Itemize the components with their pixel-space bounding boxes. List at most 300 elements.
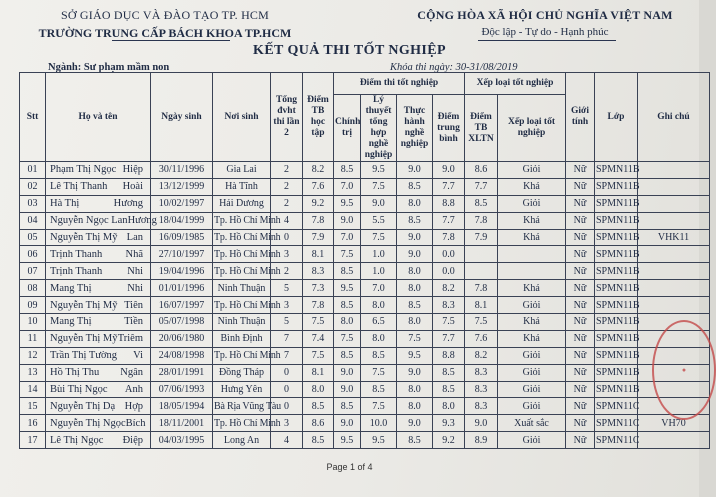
cell-units-retake: 4 <box>271 432 303 449</box>
cell-gender: Nữ <box>566 162 595 179</box>
cell-politics: 9.5 <box>334 195 361 212</box>
cell-dob: 16/09/1985 <box>151 229 213 246</box>
cell-politics: 8.5 <box>334 263 361 280</box>
table-row <box>20 297 710 314</box>
col-class: Lớp <box>595 73 638 162</box>
exam-date-label: Khóa thi ngày: 30-31/08/2019 <box>390 62 518 73</box>
given-name-text: Hương <box>127 215 157 227</box>
cell-stt: 16 <box>20 415 46 432</box>
cell-class: SPMN11C <box>595 398 638 415</box>
cell-units-retake: 5 <box>271 314 303 331</box>
cell-exam-avg: 9.3 <box>433 415 465 432</box>
cell-units-retake: 0 <box>271 398 303 415</box>
cell-practice: 8.5 <box>397 297 433 314</box>
cell-avg-xltn: 7.6 <box>465 330 498 347</box>
cell-avg-xltn: 8.9 <box>465 432 498 449</box>
cell-dob: 10/02/1997 <box>151 195 213 212</box>
cell-exam-avg: 8.8 <box>433 347 465 364</box>
cell-avg-xltn <box>465 246 498 263</box>
table-row <box>20 432 710 449</box>
cell-practice: 8.0 <box>397 195 433 212</box>
cell-gender: Nữ <box>566 297 595 314</box>
cell-name <box>46 263 151 280</box>
col-exam-avg: Điểm trung bình <box>433 95 465 162</box>
school-name: TRƯỜNG TRUNG CẤP BÁCH KHOA TP.HCM <box>38 26 292 40</box>
cell-exam-avg: 9.0 <box>433 162 465 179</box>
surname-text: Hồ Thị Thu <box>50 367 100 379</box>
cell-name <box>46 415 151 432</box>
cell-dob: 20/06/1980 <box>151 330 213 347</box>
cell-pob: Hưng Yên <box>213 381 271 398</box>
cell-dob: 18/04/1999 <box>151 212 213 229</box>
cell-avg-study: 8.1 <box>303 246 334 263</box>
cell-practice: 7.5 <box>397 330 433 347</box>
cell-rank: Giỏi <box>498 162 566 179</box>
cell-class: SPMN11C <box>595 432 638 449</box>
cell-rank <box>498 263 566 280</box>
surname-text: Nguyễn Thị Mỹ <box>50 299 118 311</box>
motto-underline <box>478 40 616 41</box>
cell-units-retake: 2 <box>271 263 303 280</box>
cell-gender: Nữ <box>566 178 595 195</box>
cell-units-retake: 3 <box>271 246 303 263</box>
cell-stt: 06 <box>20 246 46 263</box>
cell-rank: Khá <box>498 229 566 246</box>
col-theory: Lý thuyết tổng hợp nghề nghiệp <box>361 95 397 162</box>
issuer-block <box>0 8 330 41</box>
given-name-text: Hương <box>113 198 143 210</box>
cell-note <box>638 297 710 314</box>
cell-politics: 8.5 <box>334 398 361 415</box>
cell-note <box>638 263 710 280</box>
cell-pob: Ninh Thuận <box>213 314 271 331</box>
cell-note <box>638 178 710 195</box>
cell-practice: 8.5 <box>397 212 433 229</box>
cell-class: SPMN11B <box>595 314 638 331</box>
cell-avg-study: 8.0 <box>303 381 334 398</box>
cell-pob: Tp. Hồ Chí Minh <box>213 212 271 229</box>
cell-class: SPMN11B <box>595 212 638 229</box>
cell-class: SPMN11B <box>595 280 638 297</box>
col-pob: Nơi sinh <box>213 73 271 162</box>
cell-practice: 8.5 <box>397 432 433 449</box>
cell-exam-avg: 7.7 <box>433 212 465 229</box>
cell-units-retake: 0 <box>271 381 303 398</box>
table-row <box>20 364 710 381</box>
table-row <box>20 229 710 246</box>
cell-note <box>638 432 710 449</box>
cell-dob: 18/11/2001 <box>151 415 213 432</box>
col-name: Họ và tên <box>46 73 151 162</box>
cell-gender: Nữ <box>566 432 595 449</box>
cell-units-retake: 2 <box>271 195 303 212</box>
cell-practice: 8.0 <box>397 280 433 297</box>
cell-stt: 04 <box>20 212 46 229</box>
col-politics: Chính trị <box>334 95 361 162</box>
surname-text: Nguyễn Thị Ngọc <box>50 417 126 429</box>
cell-theory: 1.0 <box>361 246 397 263</box>
cell-avg-xltn: 8.1 <box>465 297 498 314</box>
cell-pob: Gia Lai <box>213 162 271 179</box>
cell-avg-study: 9.2 <box>303 195 334 212</box>
cell-rank: Giỏi <box>498 381 566 398</box>
cell-politics: 8.0 <box>334 314 361 331</box>
cell-units-retake: 5 <box>271 280 303 297</box>
cell-units-retake: 0 <box>271 229 303 246</box>
cell-stt: 03 <box>20 195 46 212</box>
cell-dob: 04/03/1995 <box>151 432 213 449</box>
cell-gender: Nữ <box>566 415 595 432</box>
national-motto-block <box>395 8 695 38</box>
cell-class: SPMN11B <box>595 330 638 347</box>
cell-name <box>46 330 151 347</box>
cell-dob: 24/08/1998 <box>151 347 213 364</box>
cell-dob: 19/04/1996 <box>151 263 213 280</box>
cell-note <box>638 246 710 263</box>
given-name-text: Điệp <box>122 434 143 446</box>
table-row <box>20 280 710 297</box>
cell-avg-xltn: 8.3 <box>465 398 498 415</box>
surname-text: Lê Thị Thanh <box>50 181 108 193</box>
cell-pob: Ninh Thuận <box>213 280 271 297</box>
surname-text: Trịnh Thanh <box>50 248 103 260</box>
cell-units-retake: 0 <box>271 364 303 381</box>
surname-text: Nguyễn Thị Mỹ <box>50 232 118 243</box>
cell-rank: Khá <box>498 330 566 347</box>
cell-class: SPMN11C <box>595 415 638 432</box>
cell-avg-xltn: 8.6 <box>465 162 498 179</box>
cell-avg-xltn: 7.7 <box>465 178 498 195</box>
cell-pob: Tp. Hồ Chí Minh <box>213 229 271 246</box>
cell-avg-study: 7.8 <box>303 212 334 229</box>
cell-avg-study: 7.3 <box>303 280 334 297</box>
cell-exam-avg: 7.5 <box>433 314 465 331</box>
cell-pob: Đồng Tháp <box>213 364 271 381</box>
col-avg-study: Điểm TB học tập <box>303 73 334 162</box>
surname-text: Nguyễn Thị Mỹ <box>50 333 118 345</box>
col-note: Ghi chú <box>638 73 710 162</box>
cell-theory: 1.0 <box>361 263 397 280</box>
cell-pob: Bình Định <box>213 330 271 347</box>
cell-practice: 9.0 <box>397 162 433 179</box>
cell-rank: Khá <box>498 280 566 297</box>
given-name-text: Hoài <box>122 181 143 193</box>
cell-practice: 9.0 <box>397 364 433 381</box>
surname-text: Trần Thị Tường <box>50 350 118 362</box>
table-row <box>20 212 710 229</box>
cell-politics: 8.5 <box>334 162 361 179</box>
cell-dob: 16/07/1997 <box>151 297 213 314</box>
cell-pob: Hà Tĩnh <box>213 178 271 195</box>
col-avg-xltn: Điểm TB XLTN <box>465 95 498 162</box>
cell-avg-xltn: 8.3 <box>465 364 498 381</box>
cell-exam-avg: 0.0 <box>433 246 465 263</box>
given-name-text: Lan <box>126 232 143 243</box>
cell-note: VH70 <box>638 415 710 432</box>
cell-politics: 9.0 <box>334 212 361 229</box>
cell-practice: 9.0 <box>397 415 433 432</box>
cell-practice: 8.0 <box>397 398 433 415</box>
cell-pob: Tp. Hồ Chí Minh <box>213 263 271 280</box>
cell-name <box>46 381 151 398</box>
col-rank: Xếp loại tốt nghiệp <box>498 95 566 162</box>
cell-gender: Nữ <box>566 330 595 347</box>
cell-stt: 01 <box>20 162 46 179</box>
cell-avg-xltn: 9.0 <box>465 415 498 432</box>
table-row <box>20 195 710 212</box>
cell-pob: Bà Rịa Vũng Tàu <box>213 398 271 415</box>
cell-politics: 9.5 <box>334 280 361 297</box>
cell-avg-xltn: 8.5 <box>465 195 498 212</box>
surname-text: Phạm Thị Ngọc <box>50 164 117 176</box>
cell-class: SPMN11B <box>595 246 638 263</box>
country-name: CỘNG HÒA XÃ HỘI CHỦ NGHĨA VIỆT NAM <box>417 8 673 22</box>
cell-class: SPMN11B <box>595 364 638 381</box>
given-name-text: Triêm <box>117 333 143 345</box>
surname-text: Bùi Thị Ngọc <box>50 384 108 396</box>
cell-stt: 17 <box>20 432 46 449</box>
cell-rank: Giỏi <box>498 364 566 381</box>
cell-name <box>46 195 151 212</box>
cell-units-retake: 3 <box>271 415 303 432</box>
cell-units-retake: 4 <box>271 212 303 229</box>
cell-politics: 9.0 <box>334 381 361 398</box>
surname-text: Trịnh Thanh <box>50 265 103 277</box>
surname-text: Nguyễn Thị Dạ <box>50 400 116 412</box>
cell-gender: Nữ <box>566 246 595 263</box>
cell-gender: Nữ <box>566 364 595 381</box>
cell-practice: 9.5 <box>397 347 433 364</box>
cell-dob: 05/07/1998 <box>151 314 213 331</box>
given-name-text: Bích <box>125 417 146 429</box>
cell-politics: 7.5 <box>334 330 361 347</box>
cell-theory: 9.0 <box>361 195 397 212</box>
cell-name <box>46 212 157 229</box>
cell-rank: Xuất sắc <box>498 415 566 432</box>
cell-class: SPMN11B <box>595 297 638 314</box>
cell-politics: 9.0 <box>334 415 361 432</box>
cell-name <box>46 347 151 364</box>
document-title: KẾT QUẢ THI TỐT NGHIỆP <box>253 43 446 58</box>
cell-avg-study: 8.6 <box>303 415 334 432</box>
cell-avg-study: 7.5 <box>303 314 334 331</box>
cell-practice: 9.0 <box>397 229 433 246</box>
cell-class: SPMN11B <box>595 178 638 195</box>
national-motto: Độc lập - Tự do - Hạnh phúc <box>481 26 609 38</box>
col-grade-group: Xếp loại tốt nghiệp <box>465 73 566 95</box>
cell-theory: 8.0 <box>361 330 397 347</box>
cell-politics: 7.5 <box>334 246 361 263</box>
results-table <box>19 72 710 449</box>
cell-stt: 09 <box>20 297 46 314</box>
cell-stt: 07 <box>20 263 46 280</box>
cell-theory: 6.5 <box>361 314 397 331</box>
cell-exam-avg: 8.5 <box>433 381 465 398</box>
cell-note: VHK11 <box>638 229 710 246</box>
major-label: Ngành: Sư phạm mầm non <box>48 62 170 73</box>
cell-avg-xltn: 7.8 <box>465 280 498 297</box>
cell-theory: 8.5 <box>361 381 397 398</box>
cell-politics: 8.5 <box>334 347 361 364</box>
cell-stt: 13 <box>20 364 46 381</box>
col-gender: Giới tính <box>566 73 595 162</box>
cell-dob: 01/01/1996 <box>151 280 213 297</box>
cell-units-retake: 7 <box>271 347 303 364</box>
cell-stt: 02 <box>20 178 46 195</box>
cell-units-retake: 2 <box>271 162 303 179</box>
table-row <box>20 314 710 331</box>
cell-exam-avg: 8.3 <box>433 297 465 314</box>
table-row <box>20 246 710 263</box>
given-name-text: Nhi <box>127 265 143 277</box>
cell-pob: Tp. Hồ Chí Minh <box>213 415 271 432</box>
cell-avg-xltn: 8.2 <box>465 347 498 364</box>
cell-politics: 7.0 <box>334 229 361 246</box>
surname-text: Hà Thị <box>50 198 80 210</box>
given-name-text: Anh <box>124 384 143 396</box>
cell-name <box>46 229 151 246</box>
col-units-retake: Tổng đvht thi lần 2 <box>271 73 303 162</box>
table-row <box>20 381 710 398</box>
cell-gender: Nữ <box>566 347 595 364</box>
cell-class: SPMN11B <box>595 195 638 212</box>
cell-avg-study: 8.1 <box>303 364 334 381</box>
cell-name <box>46 314 151 331</box>
cell-exam-avg: 7.7 <box>433 330 465 347</box>
cell-avg-xltn: 7.5 <box>465 314 498 331</box>
cell-avg-xltn <box>465 263 498 280</box>
cell-practice: 8.5 <box>397 178 433 195</box>
table-row <box>20 178 710 195</box>
cell-name <box>46 398 151 415</box>
given-name-text: Tiên <box>124 299 143 311</box>
col-dob: Ngày sinh <box>151 73 213 162</box>
cell-class: SPMN11B <box>595 229 638 246</box>
page-indicator: Page 1 of 4 <box>326 462 373 472</box>
cell-exam-avg: 8.0 <box>433 398 465 415</box>
cell-theory: 7.5 <box>361 229 397 246</box>
cell-avg-study: 7.8 <box>303 297 334 314</box>
cell-name <box>46 162 151 179</box>
cell-pob: Tp. Hồ Chí Minh <box>213 347 271 364</box>
given-name-text: Tiền <box>124 316 143 328</box>
cell-exam-avg: 0.0 <box>433 263 465 280</box>
cell-rank: Giỏi <box>498 195 566 212</box>
cell-pob: Hải Dương <box>213 195 271 212</box>
cell-stt: 15 <box>20 398 46 415</box>
cell-gender: Nữ <box>566 212 595 229</box>
given-name-text: Hợp <box>124 400 143 412</box>
cell-name <box>46 432 151 449</box>
cell-name <box>46 297 151 314</box>
cell-dob: 13/12/1999 <box>151 178 213 195</box>
cell-practice: 8.0 <box>397 381 433 398</box>
given-name-text: Ngân <box>120 367 143 379</box>
cell-theory: 7.0 <box>361 280 397 297</box>
cell-name <box>46 364 151 381</box>
cell-note <box>638 280 710 297</box>
school-seal-stamp: ● <box>652 320 716 420</box>
cell-theory: 8.5 <box>361 347 397 364</box>
cell-avg-study: 7.4 <box>303 330 334 347</box>
table-row <box>20 398 710 415</box>
cell-theory: 7.5 <box>361 398 397 415</box>
cell-theory: 5.5 <box>361 212 397 229</box>
cell-politics: 7.0 <box>334 178 361 195</box>
cell-rank <box>498 246 566 263</box>
cell-avg-study: 7.9 <box>303 229 334 246</box>
cell-theory: 8.0 <box>361 297 397 314</box>
results-body <box>20 162 710 449</box>
cell-theory: 9.5 <box>361 162 397 179</box>
cell-note <box>638 162 710 179</box>
cell-gender: Nữ <box>566 195 595 212</box>
cell-name <box>46 246 151 263</box>
cell-rank: Giỏi <box>498 297 566 314</box>
cell-class: SPMN11B <box>595 347 638 364</box>
cell-avg-study: 8.5 <box>303 432 334 449</box>
cell-avg-study: 8.5 <box>303 398 334 415</box>
cell-politics: 9.5 <box>334 432 361 449</box>
cell-avg-study: 7.6 <box>303 178 334 195</box>
col-stt: Stt <box>20 73 46 162</box>
cell-avg-study: 7.5 <box>303 347 334 364</box>
cell-practice: 8.0 <box>397 263 433 280</box>
cell-exam-avg: 8.2 <box>433 280 465 297</box>
table-row <box>20 263 710 280</box>
cell-class: SPMN11B <box>595 381 638 398</box>
cell-avg-study: 8.3 <box>303 263 334 280</box>
cell-exam-avg: 7.7 <box>433 178 465 195</box>
given-name-text: Vi <box>133 350 143 362</box>
cell-practice: 9.0 <box>397 246 433 263</box>
table-row <box>20 330 710 347</box>
cell-stt: 05 <box>20 229 46 246</box>
issuer-underline <box>112 40 230 41</box>
cell-gender: Nữ <box>566 314 595 331</box>
cell-rank: Giỏi <box>498 347 566 364</box>
given-name-text: Nhã <box>125 248 143 260</box>
cell-rank: Giỏi <box>498 432 566 449</box>
cell-dob: 30/11/1996 <box>151 162 213 179</box>
cell-pob: Long An <box>213 432 271 449</box>
cell-exam-avg: 8.5 <box>433 364 465 381</box>
cell-gender: Nữ <box>566 263 595 280</box>
surname-text: Mang Thị <box>50 316 92 328</box>
cell-stt: 12 <box>20 347 46 364</box>
surname-text: Nguyễn Ngọc Lan <box>50 215 128 227</box>
cell-units-retake: 3 <box>271 297 303 314</box>
cell-units-retake: 7 <box>271 330 303 347</box>
cell-dob: 07/06/1993 <box>151 381 213 398</box>
cell-units-retake: 2 <box>271 178 303 195</box>
cell-stt: 10 <box>20 314 46 331</box>
cell-theory: 10.0 <box>361 415 397 432</box>
table-row <box>20 415 710 432</box>
col-practice: Thực hành nghề nghiệp <box>397 95 433 162</box>
cell-theory: 9.5 <box>361 432 397 449</box>
cell-rank: Khá <box>498 212 566 229</box>
col-exam-group: Điểm thi tốt nghiệp <box>334 73 465 95</box>
cell-stt: 08 <box>20 280 46 297</box>
cell-note <box>638 212 710 229</box>
cell-dob: 28/01/1991 <box>151 364 213 381</box>
cell-politics: 8.5 <box>334 297 361 314</box>
cell-rank: Khá <box>498 314 566 331</box>
cell-avg-xltn: 8.3 <box>465 381 498 398</box>
given-name-text: Nhi <box>127 282 143 294</box>
cell-stt: 14 <box>20 381 46 398</box>
